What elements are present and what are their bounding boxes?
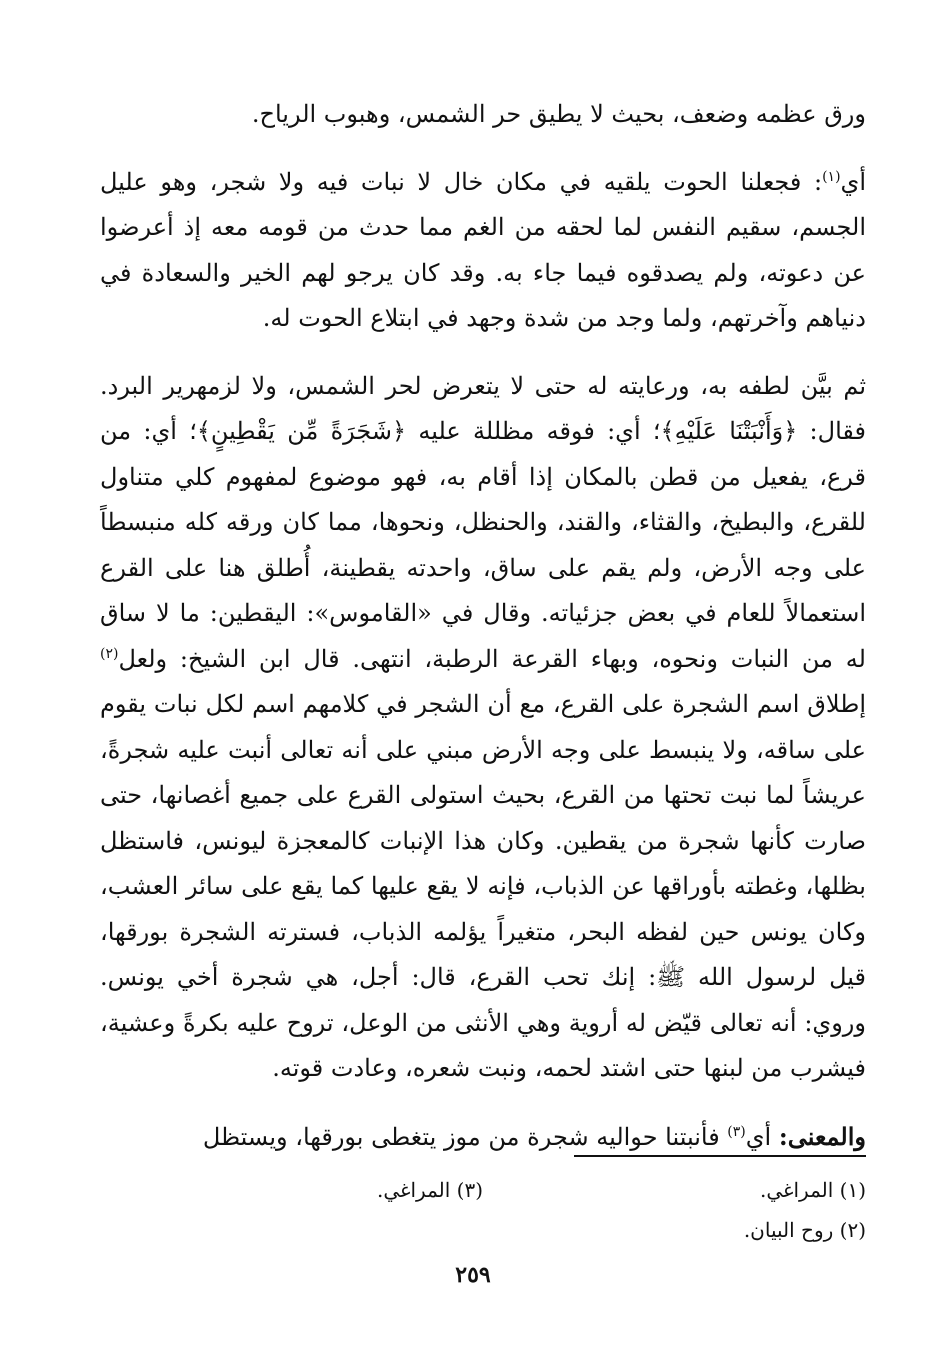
footnote-3: (٣) المراغي. <box>376 1178 483 1202</box>
footnote-row-1 <box>100 1170 866 1210</box>
paragraph-4-lead: والمعنى: <box>778 1121 866 1151</box>
paragraph-2-lead: أي <box>840 167 866 196</box>
footnote-1: (١) المراغي. <box>759 1178 866 1202</box>
footnote-2: (٢) روح البيان. <box>743 1218 866 1242</box>
paragraph-4-text-2: فأنبتنا حواليه شجرة من موز يتغطى بورقها، ويستظل <box>202 1122 728 1151</box>
paragraph-2 <box>100 160 866 342</box>
paragraph-1-text: ورق عظمه وضعف، بحيث لا يطيق حر الشمس، وهبوب الرياح. <box>251 100 866 128</box>
footnote-ref-1: (١) <box>822 168 841 185</box>
footnote-row-2 <box>100 1210 866 1250</box>
footnote-ref-2: (٢) <box>100 645 119 662</box>
page-number: ٢٥٩ <box>455 1262 491 1288</box>
paragraph-2-text: : فجعلنا الحوت يلقيه في مكان خال لا نبات فيه ولا شجر، وهو عليل الجسم، سقيم النفس لما لحقه من الغم مما حدث من قومه معه إذ أعرضوا عن دعوته، ولم يصدقوه فيما جاء به. وقد كان يرجو لهم الخير والسعادة في دنياهم وآخرتهم، ولما وجد من شدة وجهد في ابتلاع الحوت له. <box>100 167 866 332</box>
paragraph-4-text-1: أي <box>745 1122 779 1151</box>
page-body <box>100 92 866 1160</box>
footnote-ref-3: (٣) <box>727 1123 746 1140</box>
paragraph-3-part-2: إطلاق اسم الشجرة على القرع، مع أن الشجر في كلامهم اسم لكل نبات يقوم على ساقه، ولا ينبسط على وجه الأرض مبني على أنه تعالى أنبت عليه شجرةً، عريشاً لما نبت تحتها من القرع، بحيث استولى القرع على جميع أغصانها، حتى صارت كأنها شجرة من يقطين. وكان هذا الإنبات كالمعجزة ليونس، فاستظل بظلها، وغطته بأوراقها عن الذباب، فإنه لا يقع عليها كما يقع على سائر العشب، وكان يونس حين لفظه البحر، متغيراً يؤلمه الذباب، فسترته الشجرة بورقها، قيل لرسول الله ﷺ: إنك تحب القرع، قال: أجل، هي شجرة أخي يونس. وروي: أنه تعالى قيّض له أروية وهي الأنثى من الوعل، تروح عليه بكرةً وعشية، فيشرب من لبنها حتى اشتد لحمه، ونبت شعره، وعادت قوته. <box>100 690 866 1082</box>
paragraph-3-part-1: ثم بيَّن لطفه به، ورعايته له حتى لا يتعرض لحر الشمس، ولا لزمهرير البرد. فقال: ﴿وَأَنْبَتْنَا عَلَيْهِ﴾؛ أي: فوقه مظللة عليه ﴿شَجَرَةً مِّن يَقْطِينٍ﴾؛ أي: من قرع، يفعيل من قطن بالمكان إذا أقام به، فهو موضوع لمفهوم كلي متناول للقرع، والبطيخ، والقثاء، والقند، والحنظل، ونحوها، مما كان ورقه كله منبسطاً على وجه الأرض، ولم يقم على ساق، واحدته يقطينة، أُطلق هنا على القرع استعمالاً للعام في بعض جزئياته. وقال في «القاموس»: اليقطين: ما لا ساق له من النبات ونحوه، وبهاء القرعة الرطبة، انتهى. قال ابن الشيخ: ولعل <box>100 371 867 673</box>
paragraph-3 <box>100 364 866 1092</box>
paragraph-1 <box>100 92 866 138</box>
footnotes <box>100 1170 866 1250</box>
footnote-divider <box>574 1155 866 1157</box>
paragraph-4 <box>100 1114 866 1161</box>
